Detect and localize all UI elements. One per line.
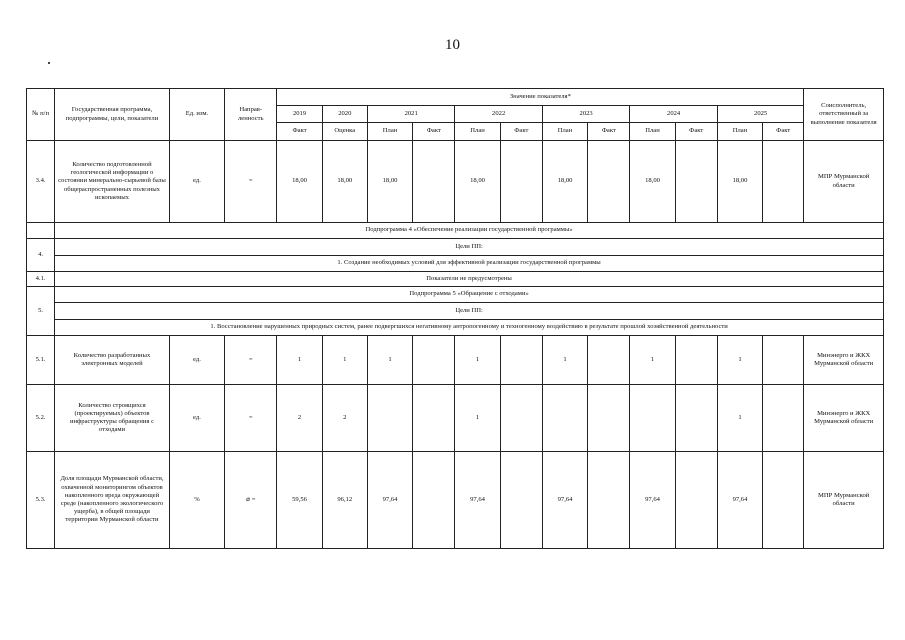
- row-num: 3.4.: [27, 141, 55, 223]
- row-value: [675, 336, 717, 385]
- section-row: [27, 239, 884, 256]
- row-value: [500, 452, 542, 549]
- header-values: Значение показателя*: [277, 89, 804, 106]
- row-direction: =: [225, 385, 277, 452]
- row-value: 18,00: [455, 141, 500, 223]
- row-unit: ед.: [169, 141, 224, 223]
- row-num: 5.2.: [27, 385, 55, 452]
- header-unit: Ед. изм.: [169, 89, 224, 141]
- subprogram-4-title: Подпрограмма 4 «Обеспечение реализации государственной программы»: [55, 223, 884, 239]
- row-value: 97,64: [455, 452, 500, 549]
- row-value: [675, 141, 717, 223]
- row-value: [763, 336, 804, 385]
- section-row: [27, 223, 884, 239]
- row-value: 97,64: [630, 452, 675, 549]
- row-value: 97,64: [367, 452, 412, 549]
- row-value: 2: [277, 385, 322, 452]
- row-name: Количество подготовленной геологической информации о состоянии минерально-сырьевой базы общераспространенных полезных ископаемых: [55, 141, 170, 223]
- section-row: [27, 287, 884, 303]
- row-responsible: МПР Мурманской области: [804, 452, 884, 549]
- row-value: 18,00: [542, 141, 587, 223]
- row-value: 59,56: [277, 452, 322, 549]
- row-value: [675, 452, 717, 549]
- row-value: [588, 385, 630, 452]
- row-value: 18,00: [322, 141, 367, 223]
- row-value: [542, 385, 587, 452]
- row-value: 96,12: [322, 452, 367, 549]
- row-value: 2: [322, 385, 367, 452]
- row-value: 1: [717, 385, 762, 452]
- subprogram-5-title: Подпрограмма 5 «Обращение с отходами»: [55, 287, 884, 303]
- row-value: 1: [455, 385, 500, 452]
- row-41-text: Показатели не предусмотрены: [55, 272, 884, 287]
- year-2021: 2021: [367, 106, 454, 123]
- row-value: [630, 385, 675, 452]
- row-value: 1: [717, 336, 762, 385]
- row-unit: ед.: [169, 336, 224, 385]
- section-row: [27, 303, 884, 320]
- subprogram-4-goal-1: 1. Создание необходимых условий для эффективной реализации государственной программы: [55, 256, 884, 272]
- page-number: 10: [445, 37, 460, 53]
- table-row: [27, 336, 884, 385]
- row-responsible: МПР Мурманской области: [804, 141, 884, 223]
- row-value: 1: [277, 336, 322, 385]
- row-value: [763, 452, 804, 549]
- row-direction: ⌀ =: [225, 452, 277, 549]
- row-value: [675, 385, 717, 452]
- sub-header: Оценка: [322, 123, 367, 141]
- row-value: [588, 141, 630, 223]
- row-value: [763, 141, 804, 223]
- row-value: [500, 336, 542, 385]
- table-row: [27, 141, 884, 223]
- section-row: [27, 272, 884, 287]
- sub-header: Факт: [588, 123, 630, 141]
- row-value: [763, 385, 804, 452]
- row-num: 4.: [27, 239, 55, 272]
- section-row: [27, 320, 884, 336]
- subprogram-5-goal-1: 1. Восстановление нарушенных природных систем, ранее подвергшихся негативному антропогенному и техногенному воздействию в результате прошлой хозяйственной деятельности: [55, 320, 884, 336]
- sub-header: Факт: [675, 123, 717, 141]
- year-2023: 2023: [542, 106, 629, 123]
- sub-header: План: [455, 123, 500, 141]
- sub-header: Факт: [413, 123, 455, 141]
- sub-header: План: [717, 123, 762, 141]
- row-unit: ед.: [169, 385, 224, 452]
- row-value: 18,00: [717, 141, 762, 223]
- row-responsible: Минэнерго и ЖКХ Мурманской области: [804, 336, 884, 385]
- row-value: [500, 385, 542, 452]
- row-value: [413, 385, 455, 452]
- section-row: [27, 256, 884, 272]
- row-name: Количество разработанных электронных моделей: [55, 336, 170, 385]
- row-value: [588, 336, 630, 385]
- row-value: 18,00: [630, 141, 675, 223]
- row-num: 5.1.: [27, 336, 55, 385]
- row-name: Доля площади Мурманской области, охваченной мониторингом объектов накопленного вреда окружающей среде (накопленного экологического ущерба), в общей площади территории Мурманской области: [55, 452, 170, 549]
- header-responsible: Соисполнитель, ответственный за выполнение показателя: [804, 89, 884, 141]
- row-value: [367, 385, 412, 452]
- sub-header: Факт: [500, 123, 542, 141]
- year-2022: 2022: [455, 106, 542, 123]
- subprogram-5-goals-label: Цели ПП:: [55, 303, 884, 320]
- row-num: 4.1.: [27, 272, 55, 287]
- row-num: 5.3.: [27, 452, 55, 549]
- row-value: 1: [367, 336, 412, 385]
- row-name: Количество строящихся (проектируемых) объектов инфраструктуры обращения с отходами: [55, 385, 170, 452]
- sub-header: План: [542, 123, 587, 141]
- row-value: [413, 336, 455, 385]
- row-value: 18,00: [277, 141, 322, 223]
- table-row: [27, 452, 884, 549]
- indicator-table: [26, 88, 884, 549]
- sub-header: Факт: [763, 123, 804, 141]
- row-value: [500, 141, 542, 223]
- row-responsible: Минэнерго и ЖКХ Мурманской области: [804, 385, 884, 452]
- sub-header: Факт: [277, 123, 322, 141]
- row-value: 97,64: [717, 452, 762, 549]
- header-direction: Направ-ленность: [225, 89, 277, 141]
- year-2019: 2019: [277, 106, 322, 123]
- row-value: [588, 452, 630, 549]
- row-value: 18,00: [367, 141, 412, 223]
- header-num: № п/п: [27, 89, 55, 141]
- row-value: 1: [630, 336, 675, 385]
- sub-header: План: [367, 123, 412, 141]
- header-program: Государственная программа, подпрограммы, цели, показатели: [55, 89, 170, 141]
- table-row: [27, 385, 884, 452]
- row-value: 1: [542, 336, 587, 385]
- row-value: 1: [455, 336, 500, 385]
- year-2025: 2025: [717, 106, 804, 123]
- row-direction: =: [225, 141, 277, 223]
- row-direction: =: [225, 336, 277, 385]
- sub-header: План: [630, 123, 675, 141]
- row-value: [413, 452, 455, 549]
- subprogram-4-goals-label: Цели ПП:: [55, 239, 884, 256]
- scan-speck: [48, 62, 50, 64]
- year-2024: 2024: [630, 106, 717, 123]
- row-value: 97,64: [542, 452, 587, 549]
- row-value: 1: [322, 336, 367, 385]
- row-num: 5.: [27, 287, 55, 336]
- year-2020: 2020: [322, 106, 367, 123]
- row-unit: %: [169, 452, 224, 549]
- row-value: [413, 141, 455, 223]
